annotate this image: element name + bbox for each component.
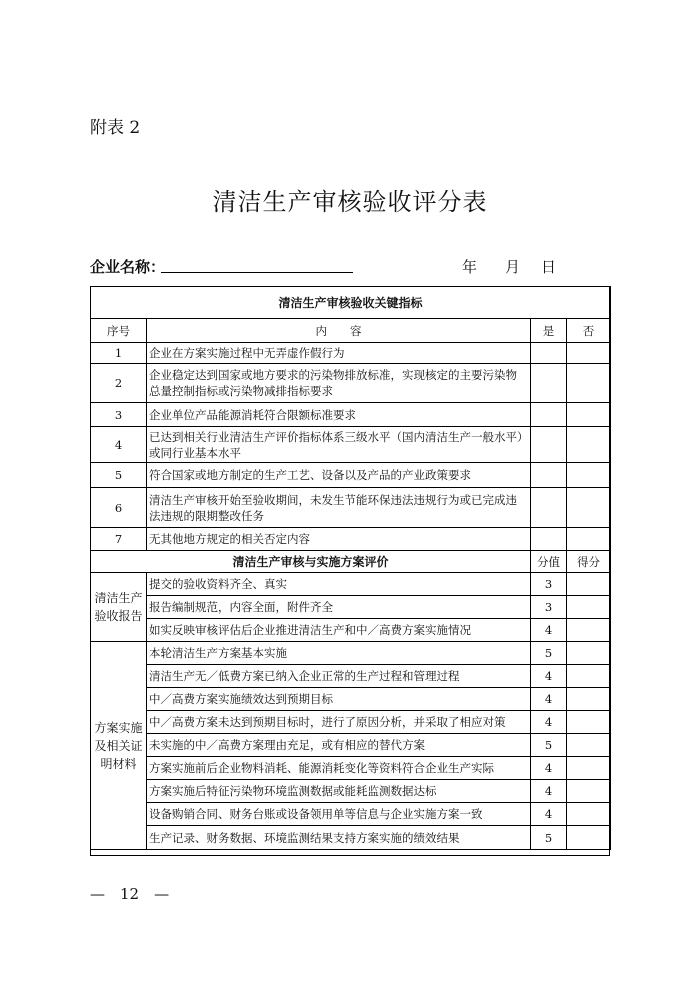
- score-cell: 4: [531, 711, 567, 734]
- score-cell: 3: [531, 596, 567, 619]
- content-cell: 企业在方案实施过程中无弄虚作假行为: [147, 343, 531, 364]
- col-no-header: 否: [567, 319, 611, 343]
- day-label: 日: [541, 258, 557, 276]
- section-title-key-indicators: 清洁生产审核验收关键指标: [91, 287, 611, 319]
- col-points-header: 得分: [567, 551, 611, 573]
- content-cell: 符合国家或地方制定的生产工艺、设备以及产品的产业政策要求: [147, 463, 531, 488]
- content-cell: 企业单位产品能源消耗符合限额标准要求: [147, 403, 531, 427]
- seq-cell: 5: [91, 463, 147, 488]
- seq-cell: 7: [91, 528, 147, 551]
- content-cell: 本轮清洁生产方案基本实施: [147, 642, 531, 665]
- score-cell: 5: [531, 642, 567, 665]
- group-label-implementation: 方案实施及相关证明材料: [91, 642, 147, 850]
- col-content-header: 内 容: [147, 319, 531, 343]
- score-cell: 4: [531, 803, 567, 826]
- seq-cell: 6: [91, 488, 147, 528]
- section-title-evaluation: 清洁生产审核与实施方案评价: [91, 551, 531, 573]
- document-title: 清洁生产审核验收评分表: [212, 188, 488, 216]
- score-cell: 3: [531, 573, 567, 596]
- content-cell: 如实反映审核评估后企业推进清洁生产和中／高费方案实施情况: [147, 619, 531, 642]
- score-cell: 4: [531, 780, 567, 803]
- col-score-header: 分值: [531, 551, 567, 573]
- score-cell: 5: [531, 734, 567, 757]
- company-name-field[interactable]: [161, 272, 353, 273]
- score-cell: 4: [531, 665, 567, 688]
- score-cell: 4: [531, 757, 567, 780]
- year-label: 年: [462, 258, 478, 276]
- content-cell: 无其他地方规定的相关否定内容: [147, 528, 531, 551]
- content-cell: 中／高费方案未达到预期目标时，进行了原因分析，并采取了相应对策: [147, 711, 531, 734]
- seq-cell: 3: [91, 403, 147, 427]
- month-label: 月: [505, 258, 521, 276]
- content-cell: 清洁生产审核开始至验收期间，未发生节能环保违法违规行为或已完成违法违规的限期整改任务: [147, 488, 531, 528]
- col-yes-header: 是: [531, 319, 567, 343]
- content-cell: 报告编制规范，内容全面，附件齐全: [147, 596, 531, 619]
- seq-cell: 1: [91, 343, 147, 364]
- score-cell: 4: [531, 619, 567, 642]
- content-cell: 中／高费方案实施绩效达到预期目标: [147, 688, 531, 711]
- content-cell: 企业稳定达到国家或地方要求的污染物排放标准，实现核定的主要污染物总量控制指标或污染物减排指标要求: [147, 364, 531, 403]
- content-cell: 方案实施前后企业物料消耗、能源消耗变化等资料符合企业生产实际: [147, 757, 531, 780]
- content-cell: 生产记录、财务数据、环境监测结果支持方案实施的绩效结果: [147, 826, 531, 850]
- content-cell: 未实施的中／高费方案理由充足，或有相应的替代方案: [147, 734, 531, 757]
- company-name-label: 企业名称：: [90, 258, 166, 276]
- content-cell: 方案实施后特征污染物环境监测数据或能耗监测数据达标: [147, 780, 531, 803]
- col-seq-header: 序号: [91, 319, 147, 343]
- group-label-report: 清洁生产验收报告: [91, 573, 147, 642]
- appendix-label: 附表 2: [90, 118, 141, 138]
- seq-cell: 4: [91, 427, 147, 463]
- content-cell: 提交的验收资料齐全、真实: [147, 573, 531, 596]
- content-cell: 设备购销合同、财务台账或设备领用单等信息与企业实施方案一致: [147, 803, 531, 826]
- content-cell: 已达到相关行业清洁生产评价指标体系三级水平（国内清洁生产一般水平）或同行业基本水平: [147, 427, 531, 463]
- page-number: — 12 —: [90, 885, 170, 903]
- table-outer-border: [90, 286, 610, 856]
- score-cell: 5: [531, 826, 567, 850]
- seq-cell: 2: [91, 364, 147, 403]
- content-cell: 清洁生产无／低费方案已纳入企业正常的生产过程和管理过程: [147, 665, 531, 688]
- score-cell: 4: [531, 688, 567, 711]
